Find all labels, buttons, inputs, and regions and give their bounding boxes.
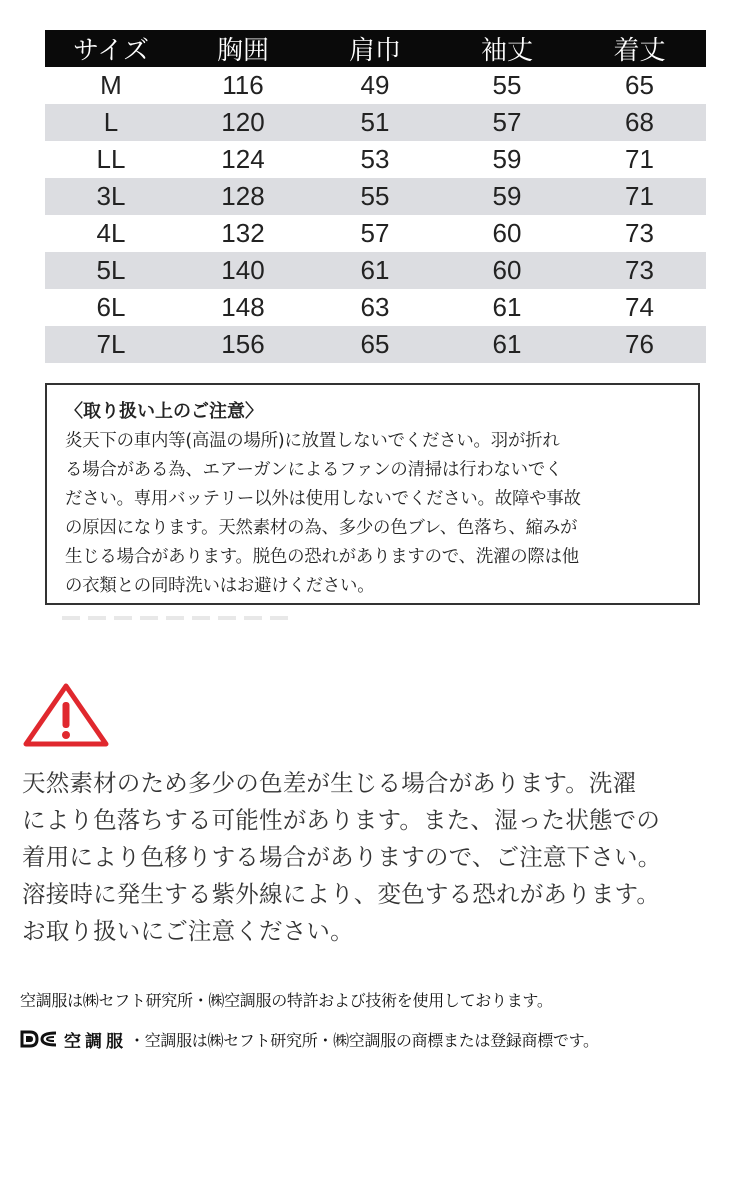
table-cell: 128 <box>177 178 309 215</box>
table-cell: 120 <box>177 104 309 141</box>
faint-divider <box>62 616 292 620</box>
table-row <box>45 67 706 104</box>
header-sleeve-length: 袖丈 <box>441 30 573 67</box>
table-cell: 59 <box>441 178 573 215</box>
care-notice-line: る場合がある為、エアーガンによるファンの清掃は行わないでく <box>65 460 563 480</box>
brand-logo-icon <box>20 1029 60 1049</box>
table-cell: 71 <box>573 178 706 215</box>
table-cell: 124 <box>221 144 265 174</box>
table-cell: 6L <box>96 292 126 322</box>
care-notice-box <box>45 383 700 605</box>
table-cell: 148 <box>221 292 265 322</box>
care-notice-line: の原因になります。天然素材の為、多少の色ブレ、色落ち、縮みが <box>65 518 578 538</box>
header-shoulder-width: 肩巾 <box>309 30 441 67</box>
table-cell: 61 <box>441 326 573 363</box>
care-notice-line: ださい。専用バッテリー以外は使用しないでください。故障や事故 <box>65 489 581 509</box>
table-cell: 57 <box>441 104 573 141</box>
table-cell: 55 <box>492 70 522 100</box>
header-body-length: 着丈 <box>573 30 706 67</box>
header-size: サイズ <box>45 30 177 67</box>
table-row <box>45 252 706 289</box>
size-table-header-row <box>45 30 706 67</box>
care-notice-line: の衣類との同時洗いはお避けください。 <box>65 576 375 596</box>
table-cell: 71 <box>625 144 654 174</box>
warning-line: 溶接時に発生する紫外線により、変色する恐れがあります。 <box>22 880 661 908</box>
trademark-text: ・空調服は㈱セフト研究所・㈱空調服の商標または登録商標です。 <box>129 1030 599 1050</box>
table-row <box>45 289 706 326</box>
header-chest: 胸囲 <box>177 30 309 67</box>
table-cell: 49 <box>360 70 390 100</box>
care-notice-line: 炎天下の車内等(高温の場所)に放置しないでください。羽が折れ <box>65 431 560 451</box>
care-notice-line: 生じる場合があります。脱色の恐れがありますので、洗濯の際は他 <box>65 547 579 567</box>
table-cell: 61 <box>492 292 522 322</box>
warning-triangle-icon <box>22 682 110 748</box>
brand-logo-text: 空調服 <box>64 1031 127 1052</box>
table-row <box>45 326 706 363</box>
table-cell: 61 <box>309 252 441 289</box>
table-row <box>45 215 706 252</box>
table-cell: 76 <box>573 326 706 363</box>
table-cell: 60 <box>492 218 522 248</box>
warning-line: 着用により色移りする場合がありますので、ご注意下さい。 <box>22 843 662 871</box>
table-cell: 156 <box>177 326 309 363</box>
table-cell: 73 <box>625 218 654 248</box>
table-cell: 57 <box>360 218 390 248</box>
table-cell: L <box>45 104 177 141</box>
size-table <box>45 30 706 363</box>
table-cell: 132 <box>221 218 265 248</box>
table-cell: LL <box>96 144 126 174</box>
table-row <box>45 141 706 178</box>
table-cell: 60 <box>441 252 573 289</box>
table-cell: 65 <box>309 326 441 363</box>
table-cell: 68 <box>573 104 706 141</box>
table-cell: 73 <box>573 252 706 289</box>
table-cell: 65 <box>625 70 654 100</box>
warning-line: 天然素材のため多少の色差が生じる場合があります。洗濯 <box>22 769 637 797</box>
table-cell: 3L <box>45 178 177 215</box>
table-cell: 116 <box>222 70 264 100</box>
warning-line: お取り扱いにご注意ください。 <box>22 917 354 945</box>
table-cell: 63 <box>360 292 390 322</box>
care-notice-title: 〈取り扱い上のご注意〉 <box>65 401 263 422</box>
table-cell: 4L <box>96 218 126 248</box>
care-notice-body <box>65 427 684 601</box>
warning-line: により色落ちする可能性があります。また、湿った状態での <box>22 806 661 834</box>
table-row <box>45 178 706 215</box>
table-cell: 51 <box>309 104 441 141</box>
table-cell: 140 <box>177 252 309 289</box>
trademark-notice <box>20 1026 748 1052</box>
table-cell: 7L <box>45 326 177 363</box>
table-cell: 74 <box>625 292 654 322</box>
table-cell: 59 <box>492 144 522 174</box>
patent-notice: 空調服は㈱セフト研究所・㈱空調服の特許および技術を使用しております。 <box>20 991 553 1010</box>
table-cell: 5L <box>45 252 177 289</box>
table-cell: 55 <box>309 178 441 215</box>
warning-text <box>22 765 737 950</box>
table-cell: M <box>100 70 122 100</box>
table-cell: 53 <box>360 144 390 174</box>
table-row <box>45 104 706 141</box>
